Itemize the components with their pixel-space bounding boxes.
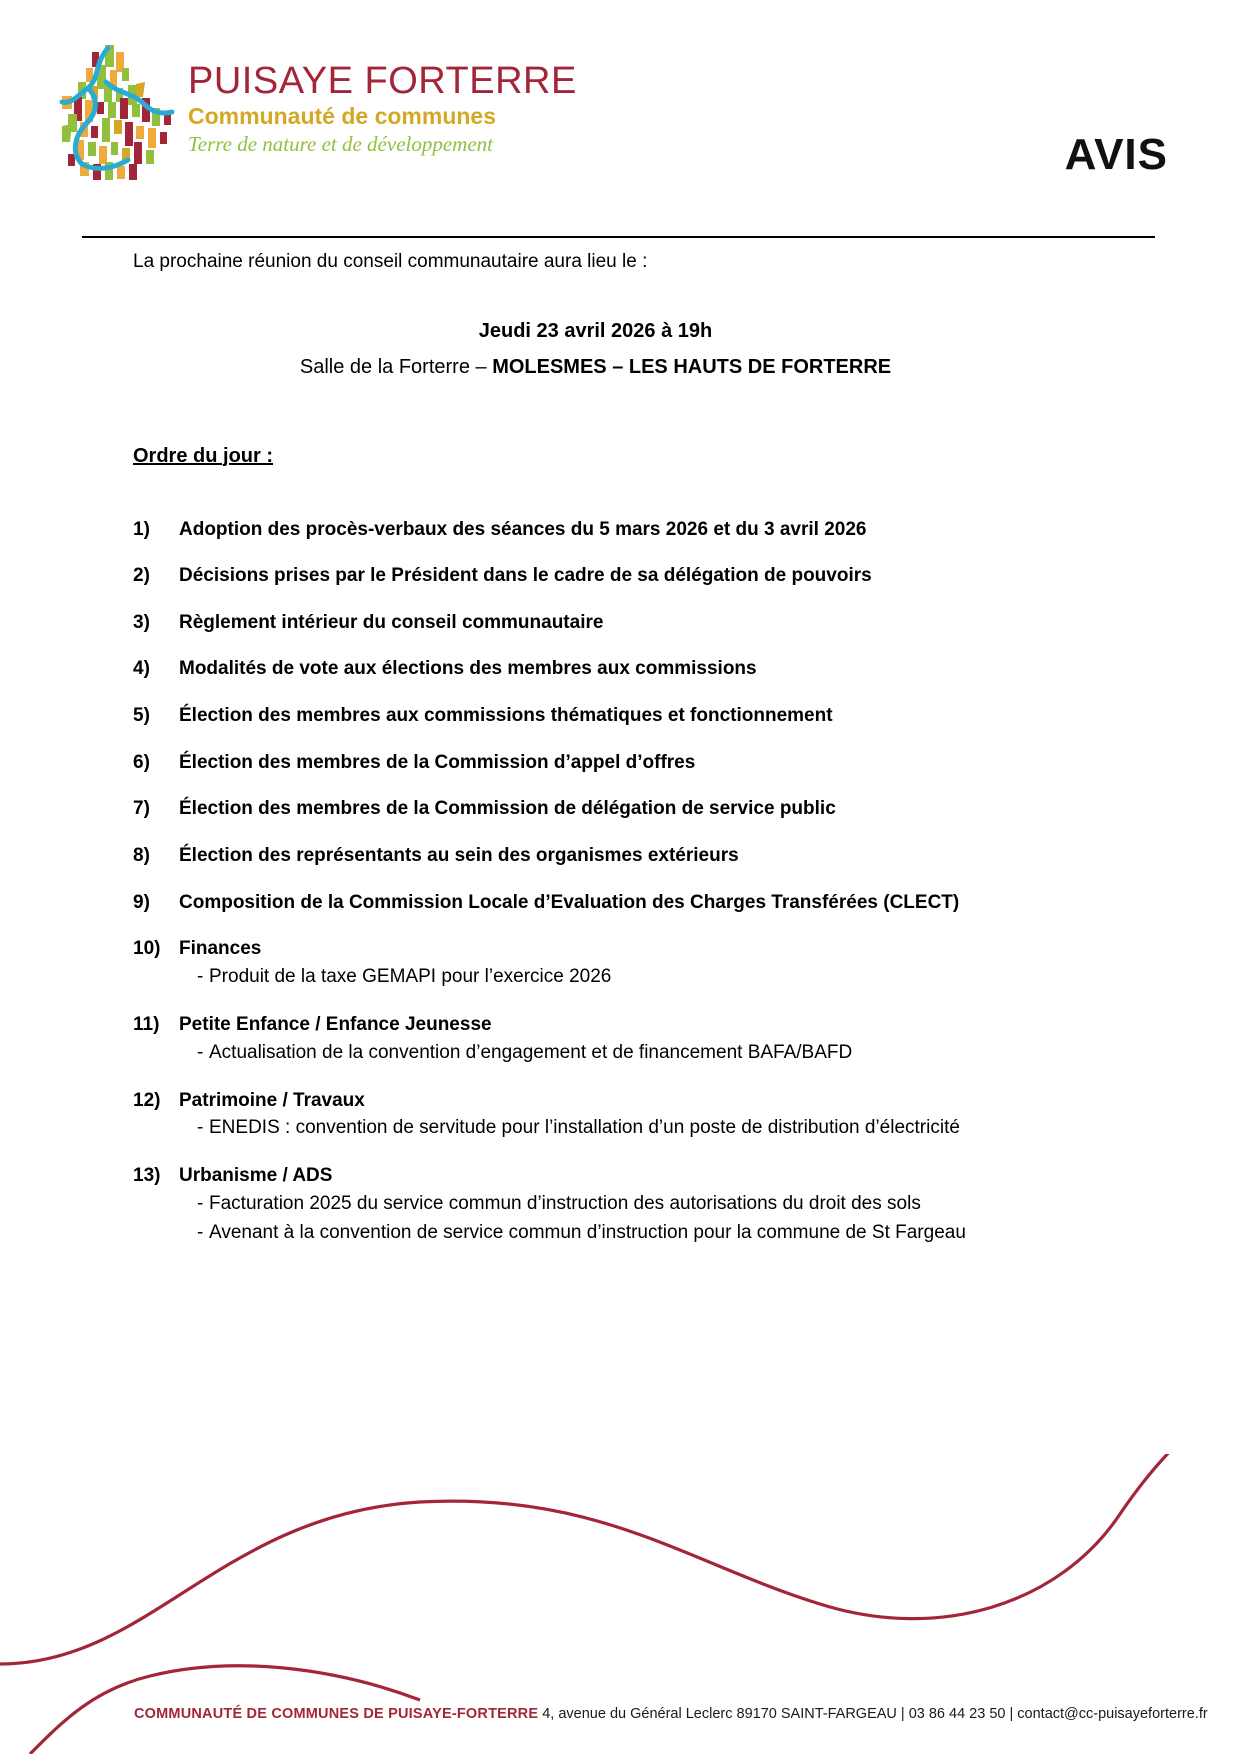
agenda-item-text: Élection des membres de la Commission de délégation de service public — [179, 798, 836, 820]
document-body — [133, 248, 1058, 1247]
agenda-item-text: Modalités de vote aux élections des membres aux commissions — [179, 658, 757, 680]
agenda-item-text: Finances — [179, 938, 262, 960]
agenda-item-number: 1) — [133, 518, 150, 540]
agenda-entry — [133, 589, 1058, 636]
puisaye-forterre-logo-icon — [48, 42, 178, 182]
agenda-subitem-text: Facturation 2025 du service commun d’instruction des autorisations du droit des sols — [209, 1192, 921, 1214]
agenda-item-number: 13) — [133, 1165, 161, 1187]
footer-address: 4, avenue du Général Leclerc 89170 SAINT-FARGEAU | 03 86 44 23 50 | contact@cc-puisayeforterre.fr — [538, 1706, 1208, 1723]
agenda-item-text: Élection des membres de la Commission d’appel d’offres — [179, 751, 696, 773]
agenda-item-text: Décisions prises par le Président dans le cadre de sa délégation de pouvoirs — [179, 565, 872, 587]
agenda-item-number: 11) — [133, 1013, 160, 1035]
agenda-item-number: 12) — [133, 1089, 161, 1111]
agenda-subitem — [133, 1115, 1058, 1142]
agenda-item — [133, 656, 1058, 682]
agenda-entry — [133, 729, 1058, 776]
agenda-item — [133, 1088, 1058, 1114]
logo-title-forterre: FORTERRE — [353, 60, 577, 102]
agenda-subitem — [133, 1040, 1058, 1067]
agenda-entry — [133, 991, 1058, 1067]
agenda-item-text: Urbanisme / ADS — [179, 1165, 333, 1187]
agenda-entry — [133, 822, 1058, 869]
agenda-subitem-text: Actualisation de la convention d’engagement et de financement BAFA/BAFD — [209, 1041, 853, 1063]
agenda-item — [133, 517, 1058, 543]
page-title: AVIS — [1064, 130, 1168, 179]
logo-title — [188, 60, 577, 102]
agenda-item-text: Patrimoine / Travaux — [179, 1089, 365, 1111]
agenda-entry — [133, 496, 1058, 543]
agenda-subitem-list — [133, 1115, 1058, 1142]
agenda-item — [133, 936, 1058, 962]
agenda-item — [133, 563, 1058, 589]
agenda-item-number: 6) — [133, 751, 150, 773]
meeting-place-venue: MOLESMES – LES HAUTS DE FORTERRE — [492, 355, 892, 378]
logo-tagline: Terre de nature et de développement — [188, 131, 493, 156]
meeting-place-prefix: Salle de la Forterre – — [299, 355, 493, 378]
meeting-details — [133, 316, 1058, 383]
agenda-subitem-bullet: - — [197, 1117, 204, 1139]
agenda-item-number: 7) — [133, 798, 150, 820]
agenda-subitem-text: ENEDIS : convention de servitude pour l’installation d’un poste de distribution d’électricité — [209, 1117, 960, 1139]
agenda-item-text: Petite Enfance / Enfance Jeunesse — [179, 1013, 492, 1035]
header-divider — [82, 236, 1155, 238]
agenda-subitem-bullet: - — [197, 1192, 204, 1214]
agenda-entry — [133, 869, 1058, 916]
agenda-item — [133, 703, 1058, 729]
agenda-item-number: 3) — [133, 611, 150, 633]
logo-wordmark — [188, 60, 577, 157]
document-header — [0, 0, 1240, 235]
agenda-item-text: Élection des membres aux commissions thématiques et fonctionnement — [179, 705, 833, 727]
agenda-item-text: Adoption des procès-verbaux des séances du 5 mars 2026 et du 3 avril 2026 — [179, 518, 867, 540]
footer-contact — [134, 1704, 1208, 1724]
agenda-subitem-bullet: - — [197, 1041, 204, 1063]
agenda-item-text: Composition de la Commission Locale d’Evaluation des Charges Transférées (CLECT) — [179, 891, 960, 913]
agenda-item-number: 9) — [133, 891, 150, 913]
organisation-logo — [48, 42, 577, 192]
agenda-subitem-text: Avenant à la convention de service commun d’instruction pour la commune de St Fargeau — [209, 1221, 966, 1243]
agenda-entry — [133, 1142, 1058, 1247]
agenda-item-text: Règlement intérieur du conseil communautaire — [179, 611, 604, 633]
agenda-item — [133, 1012, 1058, 1038]
agenda-item-text: Élection des représentants au sein des organismes extérieurs — [179, 845, 739, 867]
agenda-item-number: 10) — [133, 938, 161, 960]
agenda-subitem-text: Produit de la taxe GEMAPI pour l’exercice 2026 — [209, 965, 612, 987]
agenda-item-number: 8) — [133, 845, 150, 867]
agenda-item — [133, 750, 1058, 776]
agenda-item — [133, 843, 1058, 869]
agenda-subitem-list — [133, 1191, 1058, 1247]
agenda-entry — [133, 1067, 1058, 1143]
agenda-subitem-bullet: - — [197, 965, 204, 987]
footer-organisation-name: COMMUNAUTÉ DE COMMUNES DE PUISAYE-FORTERRE — [134, 1706, 539, 1723]
agenda-item — [133, 796, 1058, 822]
intro-paragraph: La prochaine réunion du conseil communautaire aura lieu le : — [133, 251, 648, 272]
agenda-entry — [133, 682, 1058, 729]
agenda-subitem-list — [133, 964, 1058, 991]
agenda-item — [133, 890, 1058, 916]
agenda-list — [133, 496, 1058, 1247]
logo-subtitle: Communauté de communes — [188, 103, 496, 129]
agenda-heading: Ordre du jour : — [133, 444, 273, 467]
agenda-item — [133, 1163, 1058, 1189]
agenda-entry — [133, 775, 1058, 822]
logo-title-puisaye: PUISAYE — [188, 60, 354, 102]
agenda-entry — [133, 542, 1058, 589]
agenda-subitem — [133, 964, 1058, 991]
agenda-subitem — [133, 1220, 1058, 1247]
agenda-item-number: 4) — [133, 658, 150, 680]
agenda-item-number: 2) — [133, 565, 150, 587]
meeting-place — [133, 352, 1058, 383]
agenda-entry — [133, 915, 1058, 991]
meeting-date: Jeudi 23 avril 2026 à 19h — [478, 319, 713, 342]
agenda-entry — [133, 635, 1058, 682]
agenda-subitem-list — [133, 1040, 1058, 1067]
agenda-subitem — [133, 1191, 1058, 1218]
agenda-subitem-bullet: - — [197, 1221, 204, 1243]
agenda-item — [133, 610, 1058, 636]
agenda-item-number: 5) — [133, 705, 150, 727]
